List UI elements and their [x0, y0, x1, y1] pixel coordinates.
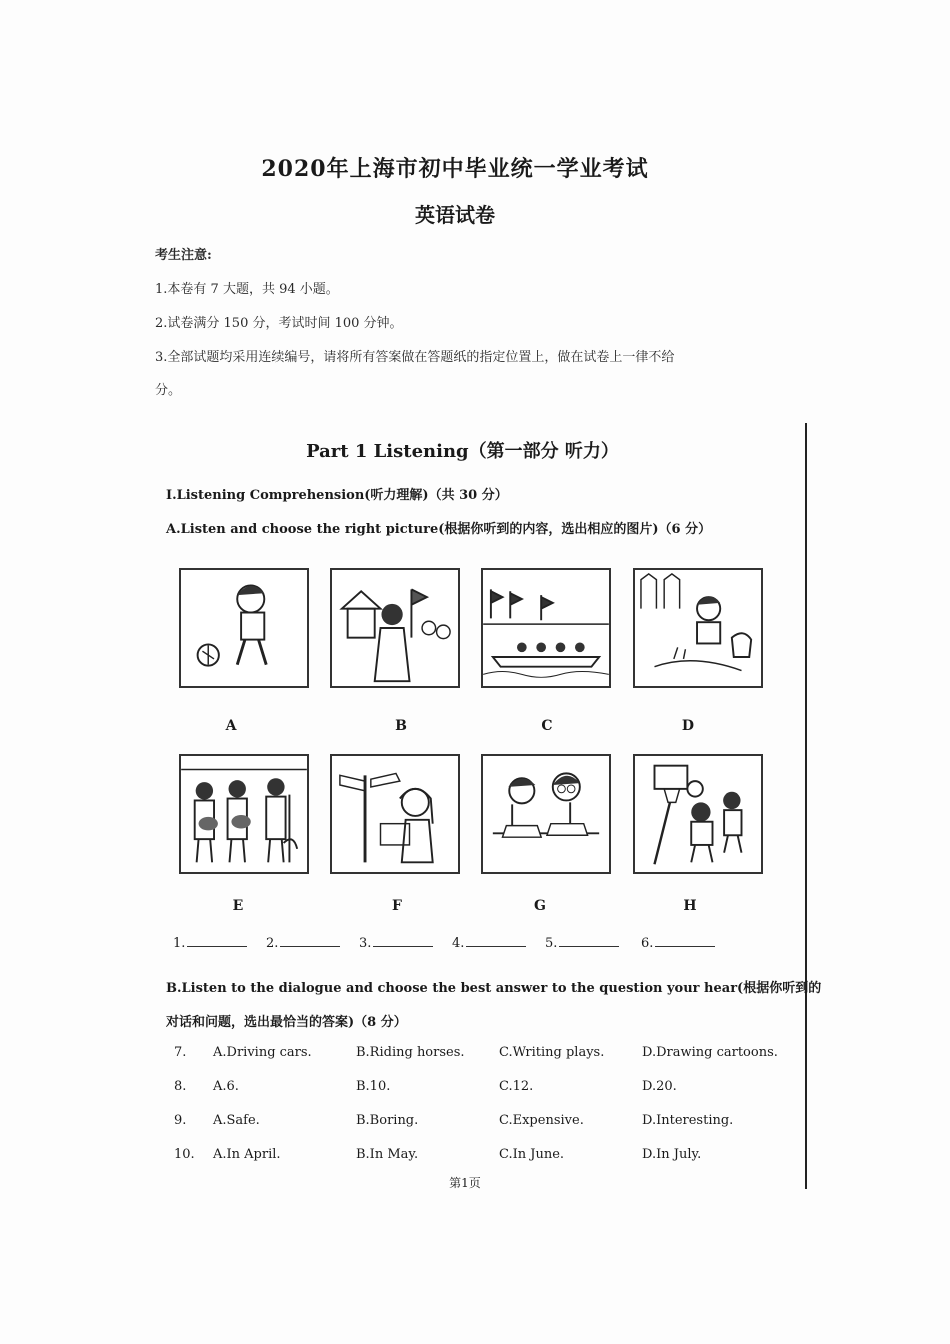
girl-planting-illustration: [635, 570, 761, 686]
option-a[interactable]: A.Safe.: [213, 1113, 260, 1128]
option-d[interactable]: D.Drawing cartoons.: [642, 1045, 778, 1060]
option-c[interactable]: C.In June.: [499, 1147, 565, 1162]
section-b-instruction: B.Listen to the dialogue and choose the best answer to the question your hear(根据你听到的: [166, 981, 822, 996]
picture-a: [179, 568, 309, 688]
option-a[interactable]: A.In April.: [213, 1147, 281, 1162]
option-b[interactable]: B.In May.: [356, 1147, 419, 1162]
picture-b: [330, 568, 460, 688]
exam-title: 2020年上海市初中毕业统一学业考试: [261, 156, 649, 182]
signpost-girl-illustration: [332, 756, 458, 872]
notice-heading: 考生注意:: [155, 248, 212, 263]
option-b[interactable]: B.Riding horses.: [356, 1045, 465, 1060]
notice-item-1: 1.本卷有 7 大题，共 94 小题。: [155, 282, 339, 297]
picture-label-b: B: [395, 718, 407, 734]
question-number: 8.: [174, 1079, 187, 1094]
answer-blank-6[interactable]: 6.: [641, 934, 715, 951]
picture-label-c: C: [541, 718, 553, 734]
basketball-illustration: [635, 756, 761, 872]
margin-line: [805, 423, 807, 1189]
exam-subtitle: 英语试卷: [415, 203, 495, 227]
answer-blank-3[interactable]: 3.: [359, 934, 433, 951]
answer-blank-1[interactable]: 1.: [173, 934, 247, 951]
picture-label-f: F: [392, 898, 402, 914]
tour-guide-illustration: [332, 570, 458, 686]
option-c[interactable]: C.12.: [499, 1079, 534, 1094]
answer-blank-2[interactable]: 2.: [266, 934, 340, 951]
option-c[interactable]: C.Expensive.: [499, 1113, 584, 1128]
notice-item-2: 2.试卷满分 150 分，考试时间 100 分钟。: [155, 316, 403, 331]
notice-item-3-cont: 分。: [155, 383, 182, 398]
boy-football-illustration: [181, 570, 307, 686]
band-musicians-illustration: [181, 756, 307, 872]
notice-item-3: 3.全部试题均采用连续编号，请将所有答案做在答题纸的指定位置上，做在试卷上一律不给: [155, 350, 675, 365]
answer-blank-5[interactable]: 5.: [545, 934, 619, 951]
section-listening-comprehension: I.Listening Comprehension(听力理解)（共 30 分）: [166, 488, 508, 503]
dragon-boat-illustration: [483, 570, 609, 686]
picture-label-e: E: [232, 898, 244, 914]
question-number: 9.: [174, 1113, 187, 1128]
option-a[interactable]: A.6.: [213, 1079, 239, 1094]
section-b-instruction-cont: 对话和问题，选出最恰当的答案)（8 分）: [166, 1015, 407, 1030]
picture-label-d: D: [681, 718, 695, 734]
picture-label-h: H: [683, 898, 697, 914]
option-b[interactable]: B.10.: [356, 1079, 391, 1094]
picture-label-a: A: [225, 718, 237, 734]
students-studying-illustration: [483, 756, 609, 872]
option-a[interactable]: A.Driving cars.: [213, 1045, 312, 1060]
question-number: 7.: [174, 1045, 187, 1060]
page-number: 第1页: [449, 1176, 481, 1190]
option-b[interactable]: B.Boring.: [356, 1113, 419, 1128]
option-d[interactable]: D.Interesting.: [642, 1113, 734, 1128]
option-c[interactable]: C.Writing plays.: [499, 1045, 605, 1060]
part-title: Part 1 Listening（第一部分 听力）: [306, 441, 619, 462]
option-d[interactable]: D.In July.: [642, 1147, 702, 1162]
answer-blank-4[interactable]: 4.: [452, 934, 526, 951]
question-number: 10.: [174, 1147, 195, 1162]
section-a-instruction: A.Listen and choose the right picture(根据你听到的内容，选出相应的图片)（6 分）: [166, 522, 712, 537]
option-d[interactable]: D.20.: [642, 1079, 677, 1094]
picture-h: [633, 754, 763, 874]
picture-label-g: G: [534, 898, 546, 914]
picture-d: [633, 568, 763, 688]
picture-f: [330, 754, 460, 874]
picture-c: [481, 568, 611, 688]
picture-g: [481, 754, 611, 874]
picture-e: [179, 754, 309, 874]
